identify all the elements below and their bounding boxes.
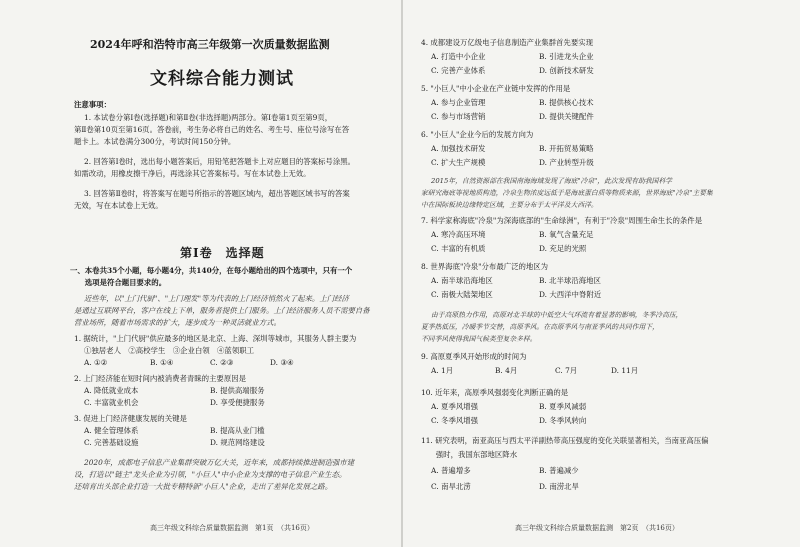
question-8: 8. 世界海底"冷泉"分布最广泛的地区为	[421, 262, 549, 271]
choice: C. 完善基础设施	[84, 438, 139, 447]
choice: A. 降低就业成本	[84, 386, 139, 395]
choice: C. 扩大生产规模	[431, 158, 486, 167]
passage-line: 夏季热低压，冷暖季节交替，高原季风。在高原季风与南亚季风的共同作用下，	[421, 323, 659, 331]
choice: B. 氧气含量充足	[539, 230, 594, 239]
page-footer: 高三年级文科综合质量数据监测 第1页 （共16页）	[150, 524, 314, 532]
passage-line: 由于高原热力作用，高原对北半球的中低空大气环流有着显著的影响，冬季冷高压，	[431, 311, 683, 319]
choice: C. 丰富就业机会	[84, 398, 139, 407]
choice: C. ②③	[210, 358, 234, 367]
passage-line: 2020年，成都电子信息产业集群突破万亿大关，近年来，成都持续推进制造强市建	[84, 458, 355, 467]
question-11: 11. 研究表明，南亚高压与西太平洋副热带高压强度的变化关联显著相关，当南亚高压偏	[421, 436, 709, 445]
passage-line: 中在国际板块边缘特定区域，主要分布于太平洋及大西洋。	[421, 201, 598, 209]
question-2: 2. 上门经济能在短时间内被消费者青睐的主要原因是	[74, 374, 246, 383]
choice: D. 大西洋中脊附近	[539, 290, 602, 299]
notice-line: 1. 本试卷分第Ⅰ卷(选择题)和第Ⅱ卷(非选择题)两部分。第Ⅰ卷第1页至第9页，	[84, 113, 333, 122]
question-1-items: ①独居老人 ②高校学生 ③企业白领 ④蓝领职工	[84, 346, 254, 355]
question-9: 9. 高原夏季风开始形成的时间为	[421, 352, 527, 361]
choice: A. 南半球沿海地区	[431, 276, 493, 285]
choice: B. ①④	[150, 358, 174, 367]
passage-line: 还培育出头部企业打造一大批专精特新"小巨人"企业，走出了差异化发展之路。	[74, 482, 333, 491]
choice: D. 规范网络建设	[210, 438, 265, 447]
passage-line: 不同季风使得我国气候类型复杂多样。	[421, 335, 537, 343]
notice-line: 无效，写在本试卷上无效。	[74, 201, 163, 210]
right-page	[405, 0, 800, 547]
passage-line: 设，打造以"链主"龙头企业为引领，"小巨人"中小企业为支撑的电子信息产业生态。	[74, 470, 347, 479]
passage-line: 是通过互联网平台，客户在线上下单，服务者提供上门服务。上门经济服务人员不需要自备	[74, 306, 370, 315]
page-divider	[401, 0, 403, 547]
notice-line: 3. 回答第Ⅱ卷时，将答案写在题号所指示的答题区域内，超出答题区域书写的答案	[84, 189, 350, 198]
choice: C. 南极大陆架地区	[431, 290, 493, 299]
notice-heading: 注意事项：	[74, 100, 111, 109]
choice: C. 丰富的有机质	[431, 244, 486, 253]
choice: A. 寒冷高压环境	[431, 230, 486, 239]
question-11-cont: 强时，我国东部地区降水	[421, 450, 518, 459]
notice-line: 如需改动，用橡皮擦干净后，再选涂其它答案标号。写在本试卷上无效。	[74, 169, 311, 178]
choice: B. 北半球沿海地区	[539, 276, 601, 285]
choice: D. 11月	[611, 366, 639, 375]
choice: C. 7月	[555, 366, 578, 375]
choice: A. 健全管理体系	[84, 426, 139, 435]
question-10: 10. 近年来，高原季风强弱变化判断正确的是	[421, 388, 569, 397]
question-4: 4. 成都建设万亿级电子信息制造产业集群首先要实现	[421, 38, 593, 47]
subject-title: 文科综合能力测试	[150, 69, 294, 89]
choice: D. 南涝北旱	[539, 482, 579, 491]
passage-line: 2015年，自然资源部在我国南海海域发现了海底"冷泉"，此次发现有助我国科学	[431, 177, 673, 185]
question-5: 5. "小巨人"中小企业在产业链中发挥的作用是	[421, 84, 571, 93]
choice: C. 冬季风增强	[431, 416, 479, 425]
instruction-line: 一、本卷共35个小题，每小题4分，共140分，在每小题给出的四个选项中，只有一个	[70, 266, 353, 275]
question-6: 6. "小巨人"企业今后的发展方向为	[421, 130, 534, 139]
passage-line: 家研究海底等视地质构造，冷泉生物浓度远低于是海底蛋白质等物质来源，世界海底"冷泉"主要集	[421, 189, 713, 197]
choice: D. 冬季风转向	[539, 416, 587, 425]
passage-line: 营业场所，随着市场需求的扩大，逐步成为一种灵活就业方式。	[74, 318, 281, 327]
choice: A. 加强技术研发	[431, 144, 486, 153]
choice: C. 完善产业体系	[431, 66, 486, 75]
question-3: 3. 促进上门经济健康发展的关键是	[74, 414, 187, 423]
choice: B. 提供高端服务	[210, 386, 265, 395]
choice: B. 4月	[495, 366, 518, 375]
question-7: 7. 科学家称海底"冷泉"为深海底部的"生命绿洲"，有利于"冷泉"周围生命生长的条件是	[421, 216, 703, 225]
choice: A. 1月	[431, 366, 454, 375]
choice: D. 享受便捷服务	[210, 398, 265, 407]
instruction-line: 选项是符合题目要求的。	[70, 278, 167, 287]
choice: C. 参与市场营销	[431, 112, 486, 121]
choice: B. 引进龙头企业	[539, 52, 594, 61]
choice: A. 打造中小企业	[431, 52, 486, 61]
section-title: 第Ⅰ卷 选择题	[180, 246, 265, 260]
choice: B. 开拓贸易策略	[539, 144, 594, 153]
choice: D. ③④	[270, 358, 294, 367]
notice-line: 第Ⅱ卷第10页至第16页。答卷前，考生务必将自己的姓名、考生号、座位号涂写在答	[74, 125, 350, 134]
choice: B. 普遍减少	[539, 466, 579, 475]
choice: A. 参与企业管理	[431, 98, 486, 107]
choice: D. 创新技术研发	[539, 66, 594, 75]
choice: B. 夏季风减弱	[539, 402, 587, 411]
choice: A. ①②	[84, 358, 108, 367]
choice: D. 提供关键配件	[539, 112, 594, 121]
notice-line: 2. 回答第Ⅰ卷时，选出每小题答案后，用铅笔把答题卡上对应题目的答案标号涂黑。	[84, 157, 355, 166]
choice: C. 南旱北涝	[431, 482, 471, 491]
choice: A. 夏季风增强	[431, 402, 478, 411]
choice: D. 充足的光照	[539, 244, 587, 253]
exam-title: 2024年呼和浩特市高三年级第一次质量数据监测	[90, 38, 330, 51]
page-footer: 高三年级文科综合质量数据监测 第2页 （共16页）	[515, 524, 679, 532]
notice-line: 题卡上。本试卷满分300分，考试时间150分钟。	[74, 137, 236, 146]
choice: B. 提供核心技术	[539, 98, 594, 107]
choice: A. 普遍增多	[431, 466, 471, 475]
choice: B. 提高从业门槛	[210, 426, 265, 435]
choice: D. 产业转型升级	[539, 158, 594, 167]
question-1: 1. 据统计，"上门代厨"供应最多的地区是北京、上海、深圳等城市，其服务人群主要为	[74, 334, 357, 343]
passage-line: 近些年，以"上门代厨"、"上门理发"等为代表的上门经济悄然火了起来。上门经济	[84, 294, 349, 303]
